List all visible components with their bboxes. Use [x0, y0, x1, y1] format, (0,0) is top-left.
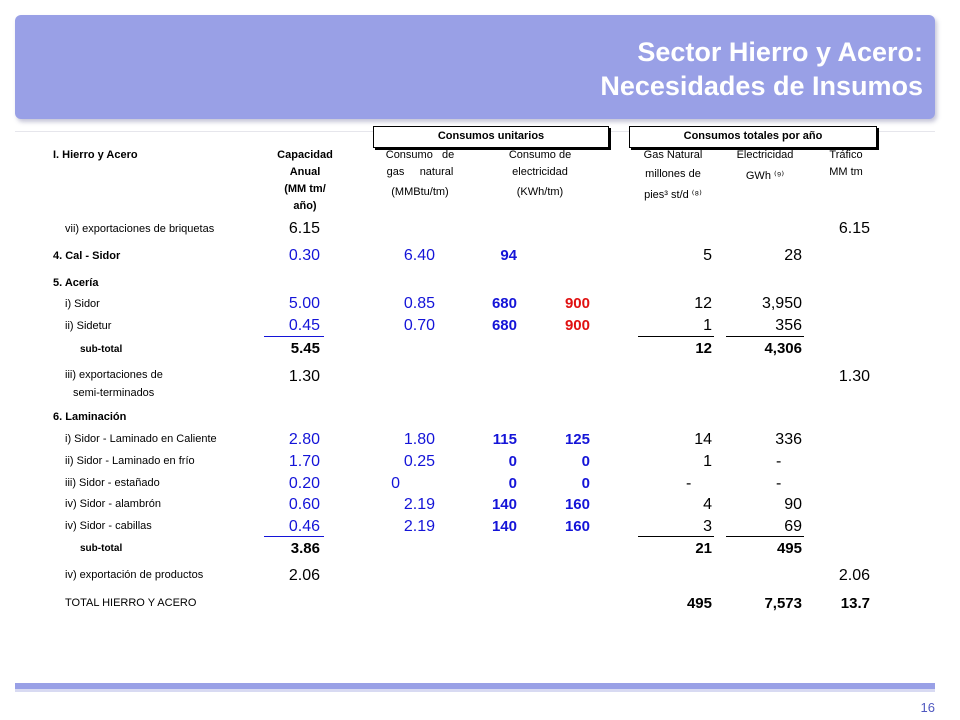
section-heading: I. Hierro y Acero	[53, 149, 138, 161]
gas-unit-value: 0.85	[403, 295, 435, 312]
subtotal-rule	[726, 536, 804, 537]
cap-value: 5.00	[288, 295, 320, 312]
elec-total-value: 495	[776, 540, 802, 557]
elec-unit-value-1: 115	[492, 431, 517, 448]
row-label-line-2: semi-terminados	[73, 387, 155, 399]
gas-unit-value: 0.25	[403, 453, 435, 470]
traffic-value: 6.15	[838, 220, 870, 237]
elec-unit-value-1: 0	[508, 453, 517, 470]
gas-total-value: -	[686, 475, 692, 492]
cap-value: 1.30	[288, 368, 320, 385]
gas-total-value: 21	[695, 540, 712, 557]
page-number: 16	[920, 700, 935, 715]
cap-header-1: Capacidad	[277, 149, 333, 161]
elec-total-value: 90	[784, 496, 802, 513]
elec-total-value: 7,573	[764, 595, 802, 612]
gas-total-value: 3	[703, 518, 712, 535]
cap-value: 2.06	[288, 567, 320, 584]
footer-bar-shadow	[15, 689, 935, 692]
unit-consumption-header: Consumos unitarios	[437, 130, 545, 142]
elec-unit-value-2: 0	[581, 453, 590, 470]
gas-unit-header-3: (MMBtu/tm)	[391, 186, 449, 198]
elec-total-header-2: GWh ⁽⁹⁾	[745, 170, 785, 182]
elec-total-value: 356	[775, 317, 802, 334]
gas-unit-header-1: Consumo de	[385, 149, 455, 161]
elec-total-header-1: Electricidad	[736, 149, 794, 161]
gas-total-header-1: Gas Natural	[643, 149, 703, 161]
row-label: 6. Laminación	[53, 411, 127, 423]
subtotal-rule	[638, 336, 714, 337]
gas-total-value: 4	[703, 496, 712, 513]
cap-header-2: Anual	[289, 166, 321, 178]
row-label: iii) exportaciones de	[65, 369, 163, 381]
row-label: 4. Cal - Sidor	[53, 250, 121, 262]
cap-header-3: (MM tm/	[284, 183, 326, 195]
gas-total-value: 1	[703, 317, 712, 334]
row-label: iii) Sidor - estañado	[65, 477, 160, 489]
gas-total-value: 14	[694, 431, 712, 448]
elec-total-value: 4,306	[764, 340, 802, 357]
total-consumption-header-box	[629, 126, 877, 148]
gas-unit-value: 2.19	[403, 518, 435, 535]
cap-value: 0.46	[288, 518, 320, 535]
traffic-header-1: Tráfico	[829, 149, 863, 161]
cap-value: 0.20	[288, 475, 320, 492]
slide-title-line-2: Necesidades de Insumos	[600, 71, 923, 101]
gas-unit-value: 2.19	[403, 496, 435, 513]
gas-unit-value: 1.80	[403, 431, 435, 448]
gas-unit-value: 6.40	[403, 247, 435, 264]
subtotal-rule	[726, 336, 804, 337]
row-label-total: TOTAL HIERRO Y ACERO	[65, 597, 197, 609]
elec-total-value: 3,950	[761, 295, 802, 312]
elec-total-value: 69	[784, 518, 802, 535]
row-label: ii) Sidor - Laminado en frío	[65, 455, 195, 467]
elec-unit-value-1: 680	[491, 295, 517, 312]
elec-unit-header-1: Consumo de	[508, 149, 572, 161]
elec-unit-value-2: 160	[564, 518, 590, 535]
elec-unit-header-3: (KWh/tm)	[516, 186, 564, 198]
row-label: ii) Sidetur	[65, 320, 112, 332]
cap-value: 1.70	[288, 453, 320, 470]
gas-total-value: 1	[703, 453, 712, 470]
cap-value: 5.45	[290, 340, 320, 357]
traffic-header-2: MM tm	[829, 166, 863, 178]
gas-total-value: 12	[695, 340, 712, 357]
subtotal-rule	[264, 336, 324, 337]
cap-value: 0.30	[288, 247, 320, 264]
gas-total-header-2: millones de	[645, 168, 701, 180]
elec-total-value: -	[776, 475, 782, 492]
row-label: sub-total	[80, 344, 123, 355]
elec-unit-value-1: 140	[491, 496, 517, 513]
elec-unit-value-2: 900	[564, 295, 590, 312]
elec-total-value: 28	[784, 247, 802, 264]
traffic-value: 2.06	[838, 567, 870, 584]
traffic-value: 13.7	[840, 595, 870, 612]
total-consumption-header: Consumos totales por año	[683, 130, 823, 142]
row-label: 5. Acería	[53, 277, 99, 289]
elec-unit-value-1: 0	[508, 475, 517, 492]
row-label: sub-total	[80, 543, 123, 554]
elec-unit-value-2: 0	[581, 475, 590, 492]
title-banner	[15, 15, 935, 119]
row-label: i) Sidor	[65, 298, 100, 310]
elec-total-value: -	[776, 453, 782, 470]
row-label: iv) exportación de productos	[65, 569, 204, 581]
gas-unit-header-2: gas natural	[386, 166, 454, 178]
elec-total-value: 336	[775, 431, 802, 448]
gas-total-value: 495	[686, 595, 712, 612]
row-label: iv) Sidor - alambrón	[65, 498, 161, 510]
subtotal-rule	[638, 536, 714, 537]
gas-unit-value: 0.70	[403, 317, 435, 334]
cap-value: 6.15	[288, 220, 320, 237]
cap-value: 0.60	[288, 496, 320, 513]
elec-unit-value-2: 160	[564, 496, 590, 513]
gas-total-value: 12	[694, 295, 712, 312]
cap-value: 3.86	[290, 540, 320, 557]
elec-unit-value-1: 140	[491, 518, 517, 535]
cap-header-4: año)	[293, 200, 317, 212]
row-label: iv) Sidor - cabillas	[65, 520, 152, 532]
elec-unit-value-1: 680	[491, 317, 517, 334]
subtotal-rule	[264, 536, 324, 537]
cap-value: 2.80	[288, 431, 320, 448]
gas-total-header-3: pies³ st/d ⁽⁸⁾	[644, 189, 702, 201]
elec-unit-value-2: 900	[564, 317, 590, 334]
elec-unit-value-1: 94	[500, 247, 517, 264]
elec-unit-header-2: electricidad	[512, 166, 568, 178]
row-label: vii) exportaciones de briquetas	[65, 223, 215, 235]
gas-total-value: 5	[703, 247, 712, 264]
traffic-value: 1.30	[838, 368, 870, 385]
elec-unit-value-2: 125	[564, 431, 590, 448]
unit-consumption-header-box	[373, 126, 609, 148]
cap-value: 0.45	[288, 317, 320, 334]
row-label: i) Sidor - Laminado en Caliente	[65, 433, 217, 445]
gas-unit-value: 0	[391, 475, 400, 492]
slide-title-line-1: Sector Hierro y Acero:	[637, 37, 923, 67]
